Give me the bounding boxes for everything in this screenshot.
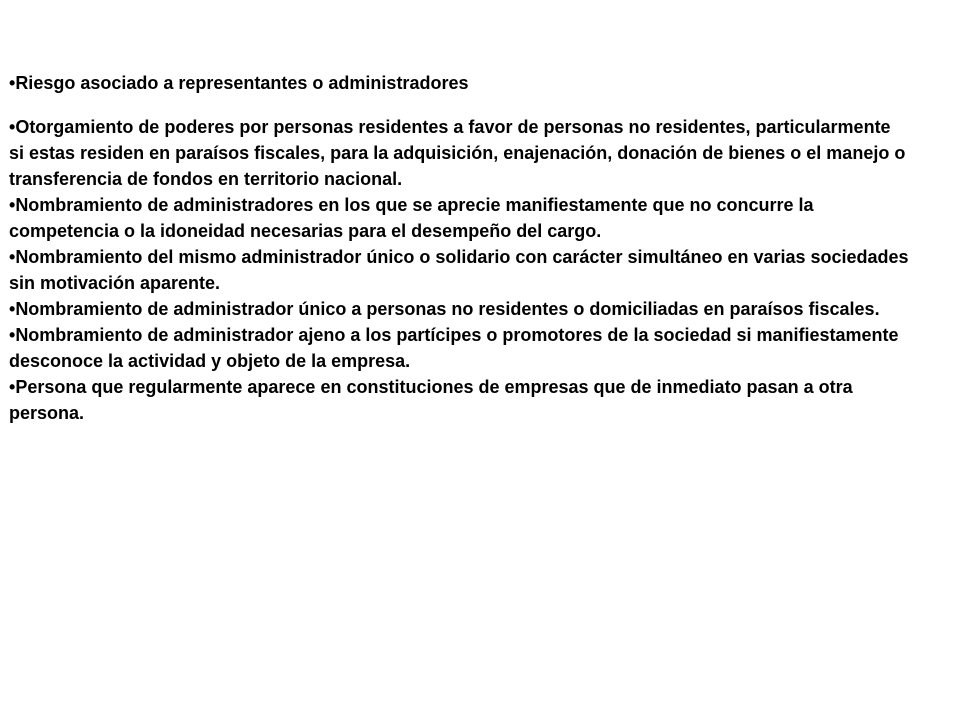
bullet-marker: •: [9, 117, 16, 137]
bullet-item-6: [9, 374, 909, 426]
bullet-marker: •: [9, 299, 16, 319]
slide-heading: [9, 70, 909, 96]
bullet-text: Nombramiento de administrador único a personas no residentes o domiciliadas en paraísos fiscales.: [15, 299, 880, 319]
heading-text: Riesgo asociado a representantes o administradores: [15, 73, 469, 93]
bullet-text: Nombramiento de administradores en los que se aprecie manifiestamente que no concurre la competencia o la idoneidad necesarias para el desempeño del cargo.: [9, 195, 814, 241]
bullet-marker: •: [9, 247, 16, 267]
bullet-text: Nombramiento del mismo administrador único o solidario con carácter simultáneo en varias sociedades sin motivación aparente.: [9, 247, 909, 293]
bullet-marker: •: [9, 377, 16, 397]
bullet-item-4: [9, 296, 909, 322]
bullet-text: Nombramiento de administrador ajeno a los partícipes o promotores de la sociedad si manifiestamente desconoce la actividad y objeto de la empresa.: [9, 325, 899, 371]
bullet-item-2: [9, 192, 909, 244]
bullet-text: Otorgamiento de poderes por personas residentes a favor de personas no residentes, particularmente si estas residen en paraísos fiscales, para la adquisición, enajenación, donación de bienes o el manejo o transferencia de fondos en territorio nacional.: [9, 117, 906, 189]
bullet-item-5: [9, 322, 909, 374]
bullet-marker: •: [9, 73, 16, 93]
slide-content: [9, 70, 909, 426]
bullet-marker: •: [9, 325, 16, 345]
bullet-item-3: [9, 244, 909, 296]
bullet-marker: •: [9, 195, 16, 215]
bullet-item-1: [9, 114, 909, 192]
bullet-text: Persona que regularmente aparece en constituciones de empresas que de inmediato pasan a otra persona.: [9, 377, 853, 423]
